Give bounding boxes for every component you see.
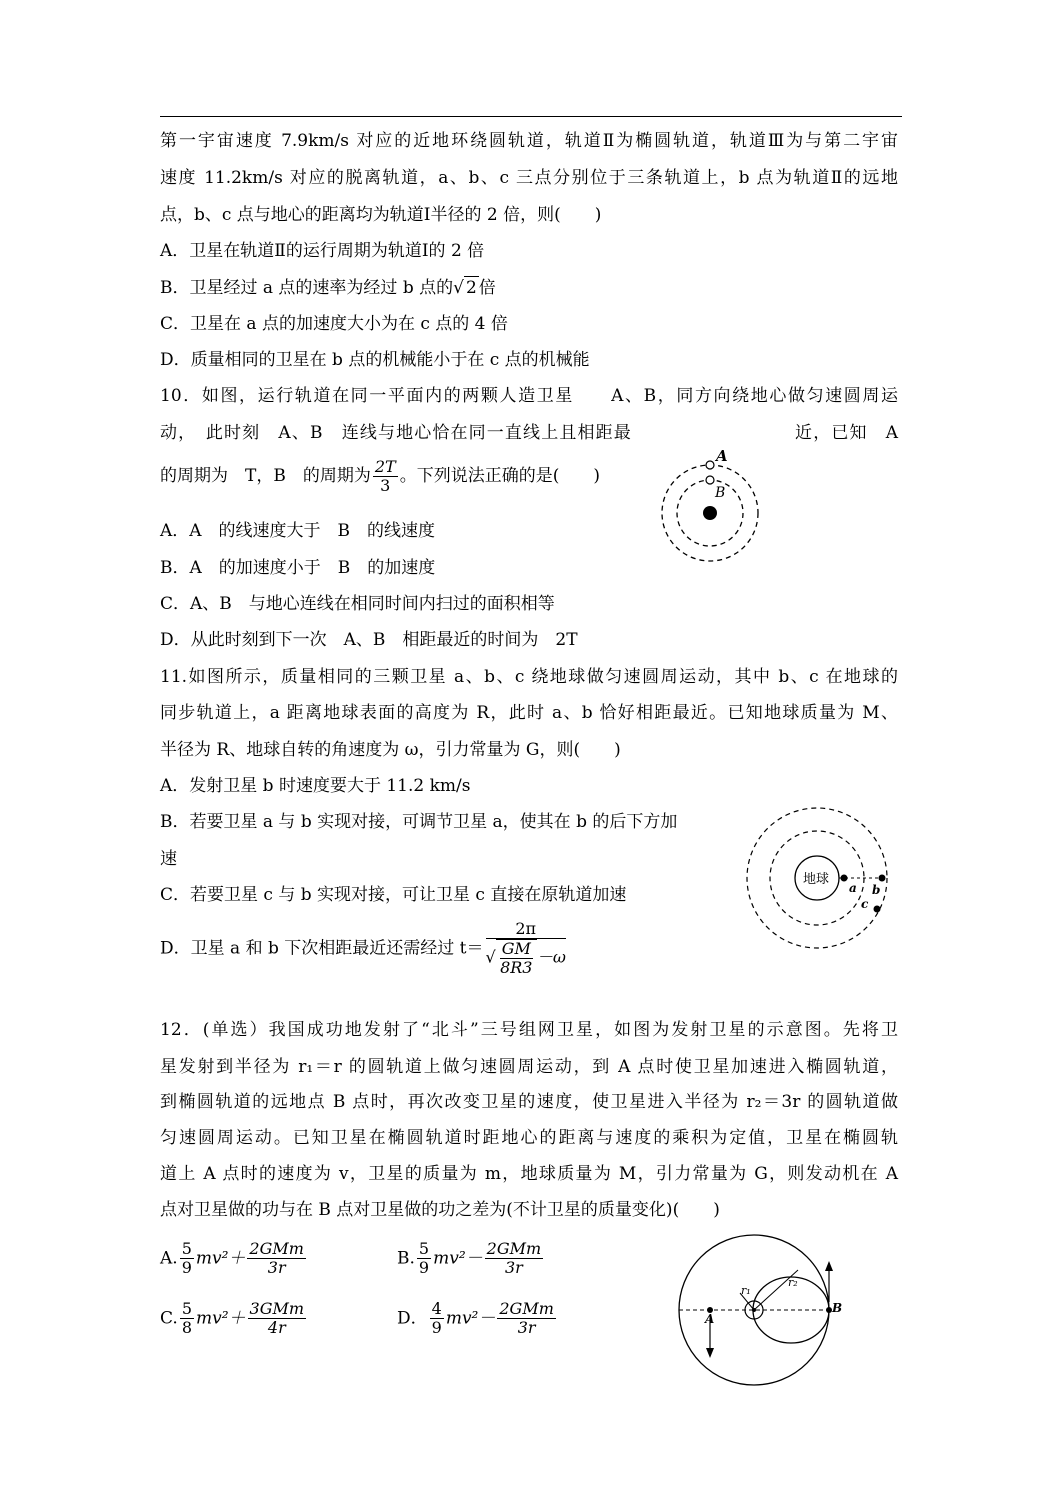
numerator: 4	[431, 1299, 442, 1318]
label-b: B	[715, 485, 726, 501]
q11-option-c: C．若要卫星 c 与 b 实现对接，可让卫星 c 直接在原轨道加速	[160, 885, 627, 905]
q12-transfer-orbit-diagram	[675, 1228, 855, 1393]
fraction	[180, 1300, 194, 1337]
option-label: D．	[397, 1308, 428, 1329]
q9-option-d: D．质量相同的卫星在 b 点的机械能小于在 c 点的机械能	[160, 350, 590, 370]
fraction-denominator: 3	[380, 476, 391, 495]
numerator: 2GMm	[249, 1239, 304, 1258]
q9-option-b-radicand: 2	[465, 278, 477, 298]
q10-orbit-diagram	[655, 445, 770, 565]
satellite-b	[706, 476, 714, 484]
q10-line-3	[160, 458, 600, 495]
q10-line-3-suffix: 。下列说法正确的是( )	[399, 466, 600, 486]
header-rule	[160, 116, 902, 117]
q10-option-d: D．从此时刻到下一次 A、B 相距最近的时间为 2T	[160, 630, 578, 650]
fraction	[417, 1240, 431, 1277]
denominator: 9	[431, 1318, 442, 1337]
q12-line-5: 道上 A 点时的速度为 v，卫星的质量为 m，地球质量为 M，引力常量为 G，则发动机在 A	[160, 1164, 898, 1184]
fraction	[497, 1300, 556, 1337]
sqrt-sign: √	[453, 278, 464, 298]
q10-line-2: 动， 此时刻 A、B 连线与地心恰在同一直线上且相距最 近，已知 A	[160, 423, 898, 443]
q11-option-a: A．发射卫星 b 时速度要大于 11.2 km/s	[160, 776, 471, 796]
fraction-numerator: 2π	[486, 920, 566, 939]
q9-option-b	[160, 276, 496, 299]
q11-line-3: 半径为 R、地球自转的角速度为 ω，引力常量为 G，则( )	[160, 740, 621, 760]
q9-option-c: C．卫星在 a 点的加速度大小为在 c 点的 4 倍	[160, 314, 508, 334]
label-b: b	[872, 883, 881, 897]
denominator: 9	[418, 1258, 430, 1277]
label-a: A	[716, 447, 728, 465]
denominator: 4r	[267, 1318, 286, 1337]
q12-option-d	[397, 1300, 558, 1337]
q12-option-b	[397, 1240, 545, 1277]
sqrt-body	[496, 939, 537, 977]
inner-fraction	[500, 940, 533, 977]
q11-option-b-line-2: 速	[160, 849, 177, 869]
q11-option-b-line-1: B．若要卫星 a 与 b 实现对接，可调节卫星 a，使其在 b 的后下方加	[160, 812, 678, 832]
q9-option-b-text: B．卫星经过 a 点的速率为经过 b 点的	[160, 278, 454, 298]
fraction	[430, 1300, 444, 1337]
denominator: 9	[181, 1258, 192, 1277]
denominator: 3r	[267, 1258, 286, 1277]
q12-line-2: 星发射到半径为 r₁＝r 的圆轨道上做匀速圆周运动，到 A 点时使卫星加速进入椭圆轨道，	[160, 1057, 898, 1077]
fraction	[485, 1240, 544, 1277]
label-r1: r₁	[741, 1284, 751, 1297]
earth-label: 地球	[803, 872, 830, 887]
q10-option-c: C．A、B 与地心连线在相同时间内扫过的面积相等	[160, 594, 555, 614]
q11-orbit-diagram	[740, 798, 890, 958]
minus-omega: －ω	[536, 947, 566, 967]
q10-option-b: B．A 的加速度小于 B 的加速度	[160, 558, 436, 578]
term: mv²－	[433, 1248, 483, 1269]
q9-line-3: 点，b、c 点与地心的距离均为轨道Ⅰ半径的 2 倍，则( )	[160, 205, 602, 225]
numerator: 5	[418, 1239, 430, 1258]
denominator: 8	[181, 1318, 192, 1337]
fraction	[180, 1240, 194, 1277]
q11-option-d	[160, 920, 568, 977]
q10-line-1: 10．如图，运行轨道在同一平面内的两颗人造卫星 A、B，同方向绕地心做匀速圆周运	[160, 386, 898, 406]
numerator: 2GMm	[486, 1239, 542, 1258]
q9-line-1: 第一宇宙速度 7.9km/s 对应的近地环绕圆轨道，轨道Ⅱ为椭圆轨道，轨道Ⅲ为与第二宇宙	[160, 131, 898, 151]
q12-option-c	[160, 1300, 308, 1337]
numerator: 2GMm	[499, 1299, 554, 1318]
q11-time-fraction	[486, 920, 566, 977]
option-label: C.	[160, 1308, 178, 1329]
satellite-c	[874, 906, 881, 913]
fraction	[248, 1300, 307, 1337]
arrow-head-b	[825, 1261, 833, 1271]
q11-line-2: 同步轨道上，a 距离地球表面的高度为 R，此时 a、b 恰好相距最近。已知地球质量为 M、	[160, 703, 898, 723]
term: mv²－	[445, 1308, 496, 1329]
satellite-b	[879, 875, 886, 882]
q12-line-4: 匀速圆周运动。已知卫星在椭圆轨道时距地心的距离与速度的乘积为定值，卫星在椭圆轨	[160, 1128, 898, 1148]
label-r2: r₂	[788, 1276, 798, 1289]
q12-line-6: 点对卫星做的功与在 B 点对卫星做的功之差为(不计卫星的质量变化)( )	[160, 1200, 720, 1220]
q12-line-3: 到椭圆轨道的远地点 B 点时，再次改变卫星的速度，使卫星进入半径为 r₂＝3r 的圆轨道做	[160, 1092, 898, 1112]
q11-line-1: 11.如图所示，质量相同的三颗卫星 a、b、c 绕地球做匀速圆周运动，其中 b、c 在地球的	[160, 667, 898, 687]
earth-dot	[703, 506, 717, 520]
q9-option-a: A．卫星在轨道Ⅱ的运行周期为轨道Ⅰ的 2 倍	[160, 241, 485, 261]
label-a: A	[705, 1312, 715, 1326]
fraction-denominator	[486, 939, 566, 977]
inner-numerator: GM	[501, 939, 531, 958]
q10-option-a: A．A 的线速度大于 B 的线速度	[160, 521, 436, 541]
q10-period-fraction	[373, 458, 398, 495]
q9-line-2: 速度 11.2km/s 对应的脱离轨道，a、b、c 三点分别位于三条轨道上，b 点为轨道Ⅱ的远地	[160, 168, 898, 188]
numerator: 3GMm	[249, 1299, 305, 1318]
numerator: 5	[181, 1239, 192, 1258]
term: mv²＋	[195, 1248, 246, 1269]
option-label: A.	[160, 1248, 178, 1269]
q12-option-a	[160, 1240, 308, 1277]
term: mv²＋	[196, 1308, 246, 1329]
fraction	[247, 1240, 306, 1277]
q12-line-1: 12．(单选）我国成功地发射了“北斗”三号组网卫星，如图为发射卫星的示意图。先将卫	[160, 1020, 898, 1040]
q9-option-b-suffix: 倍	[478, 278, 496, 298]
denominator: 3r	[504, 1258, 523, 1277]
numerator: 5	[181, 1299, 192, 1318]
label-b: B	[832, 1301, 843, 1315]
sqrt-sign: √	[485, 947, 496, 967]
label-a: a	[849, 881, 857, 895]
q10-line-3-text: 的周期为 T，B 的周期为	[160, 466, 371, 486]
inner-denominator: 8R3	[500, 958, 533, 977]
arrow-head-a	[706, 1348, 714, 1358]
option-label: B.	[397, 1248, 415, 1269]
satellite-a	[706, 461, 714, 469]
satellite-a	[841, 875, 848, 882]
fraction-numerator: 2T	[374, 457, 396, 476]
label-c: c	[861, 897, 869, 911]
denominator: 3r	[517, 1318, 536, 1337]
q11-option-d-text: D．卫星 a 和 b 下次相距最近还需经过 t＝	[160, 938, 484, 959]
